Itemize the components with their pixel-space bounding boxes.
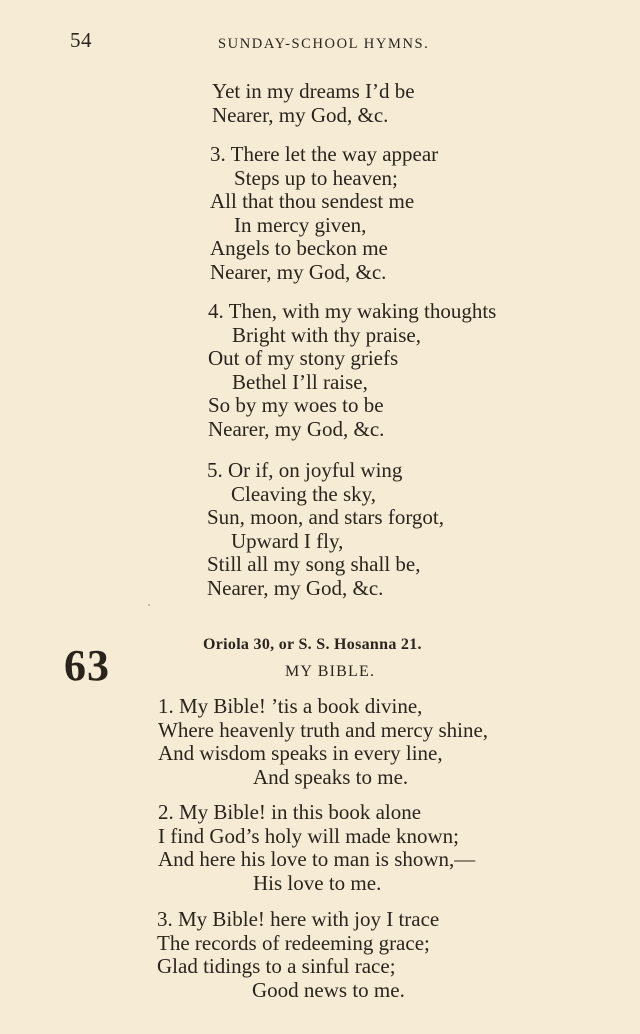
verse-line: Glad tidings to a sinful race; <box>157 954 396 978</box>
verse-line: Cleaving the sky, <box>231 481 377 506</box>
verse-line: Bethel I’ll raise, <box>232 369 368 394</box>
verse-line: So by my woes to be <box>208 393 384 417</box>
verse-line: The records of redeeming grace; <box>157 930 430 955</box>
stanza-continuation <box>212 80 415 127</box>
hymn63-stanza-3 <box>157 908 439 1002</box>
verse-line: In mercy given, <box>234 212 367 237</box>
verse-line: Upward I fly, <box>231 528 344 553</box>
verse-line: Nearer, my God, &c. <box>210 259 387 284</box>
running-title: SUNDAY-SCHOOL HYMNS. <box>218 36 430 52</box>
verse-line: His love to me. <box>253 870 382 895</box>
stanza-4 <box>208 300 496 441</box>
verse-line: Yet in my dreams I’d be <box>212 79 415 103</box>
page-number: 54 <box>70 28 92 52</box>
verse-line: Nearer, my God, &c. <box>207 575 384 600</box>
paper-speck <box>148 604 150 606</box>
verse-line: And speaks to me. <box>253 764 409 789</box>
verse-line: And here his love to man is shown,— <box>158 847 476 871</box>
verse-line: 5. Or if, on joyful wing <box>207 458 403 482</box>
verse-line: Good news to me. <box>252 977 405 1002</box>
verse-line: 2. My Bible! in this book alone <box>158 800 422 824</box>
verse-line: 4. Then, with my waking thoughts <box>208 299 497 323</box>
tune-reference: Oriola 30, or S. S. Hosanna 21. <box>203 636 422 653</box>
verse-line: Bright with thy praise, <box>232 322 421 347</box>
stanza-3 <box>210 143 438 284</box>
verse-line: Steps up to heaven; <box>234 165 398 190</box>
hymn-title: MY BIBLE. <box>285 663 376 680</box>
verse-line: Nearer, my God, &c. <box>212 102 389 127</box>
verse-line: Out of my stony griefs <box>208 346 399 370</box>
verse-line: Nearer, my God, &c. <box>208 416 385 441</box>
verse-line: Still all my song shall be, <box>207 552 421 576</box>
verse-line: And wisdom speaks in every line, <box>158 741 443 765</box>
verse-line: All that thou sendest me <box>210 189 415 213</box>
verse-line: Sun, moon, and stars forgot, <box>207 505 445 529</box>
verse-line: 3. My Bible! here with joy I trace <box>157 907 440 931</box>
verse-line: Where heavenly truth and mercy shine, <box>158 717 489 742</box>
verse-line: Angels to beckon me <box>210 236 388 260</box>
verse-line: I find God’s holy will made known; <box>158 823 459 848</box>
verse-line: 3. There let the way appear <box>210 142 439 166</box>
hymn63-stanza-1 <box>158 695 488 789</box>
stanza-5 <box>207 459 444 600</box>
verse-line: 1. My Bible! ’tis a book divine, <box>158 694 423 718</box>
hymn-number: 63 <box>64 641 110 690</box>
hymn63-stanza-2 <box>158 801 475 895</box>
